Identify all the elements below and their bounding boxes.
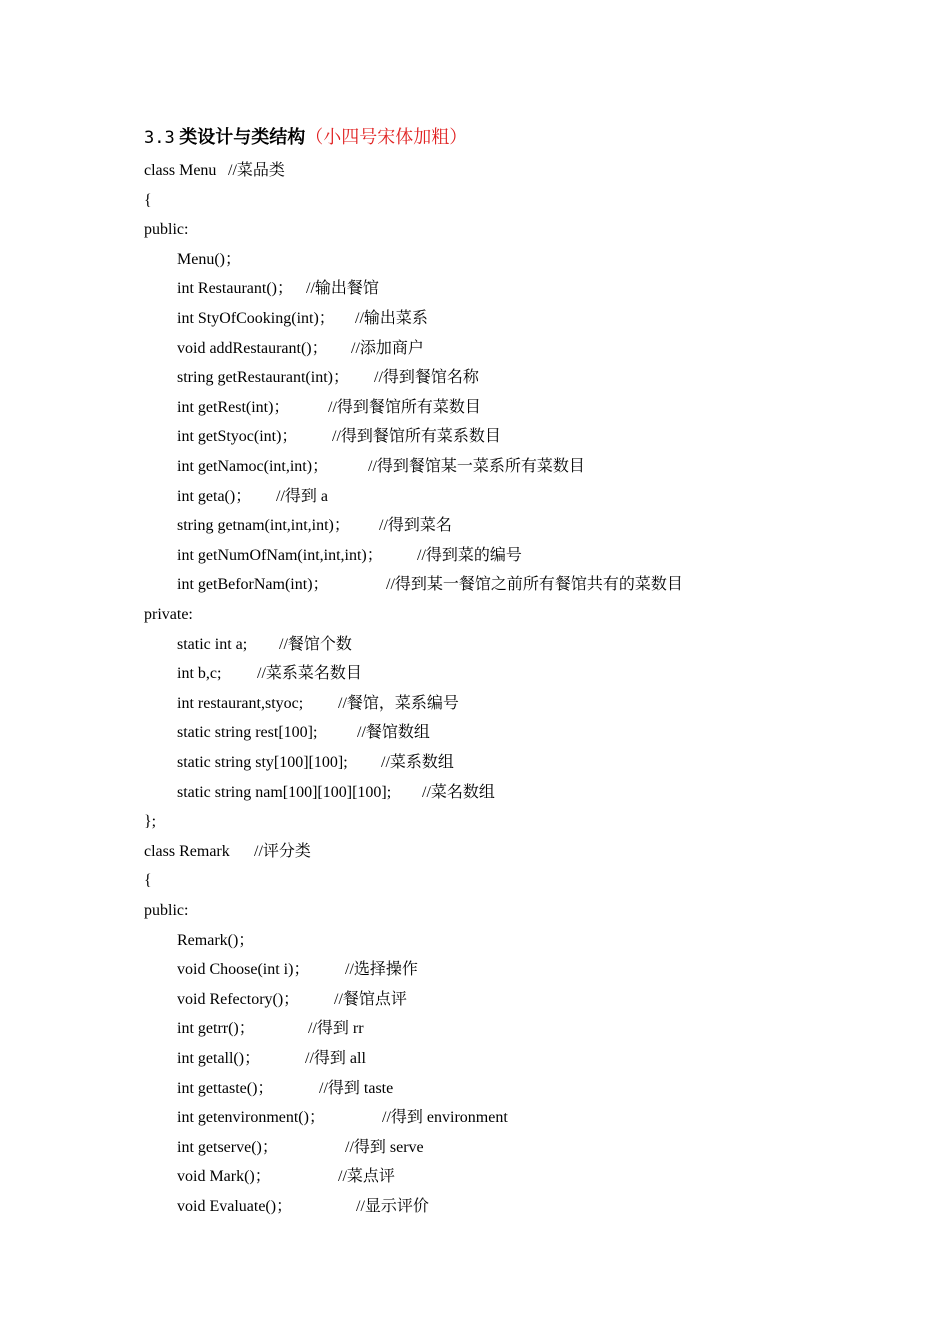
code-line <box>177 1048 366 1070</box>
code-line <box>177 367 479 389</box>
code-line <box>177 782 495 804</box>
code-text: int restaurant,styoc; <box>177 694 304 712</box>
code-line <box>177 308 428 330</box>
code-text: Menu()； <box>177 250 241 268</box>
code-line <box>177 545 522 567</box>
code-comment: //餐馆个数 <box>279 635 352 653</box>
code-comment: //输出菜系 <box>355 310 428 327</box>
code-line <box>177 486 328 508</box>
code-line <box>144 811 156 833</box>
code-comment: //得到 a <box>276 487 328 505</box>
code-text: class Menu <box>144 162 217 179</box>
code-line <box>177 397 481 419</box>
code-text: static string nam[100][100][100]; <box>177 783 392 801</box>
code-comment: //显示评价 <box>356 1198 429 1215</box>
code-text: void Refectory()； <box>177 990 300 1008</box>
code-text: int gettaste()； <box>177 1079 274 1097</box>
code-text: int getrr()； <box>177 1020 255 1038</box>
code-line <box>177 1078 394 1100</box>
code-text: int getall()； <box>177 1050 261 1067</box>
code-comment: //得到餐馆所有菜系数目 <box>332 428 501 446</box>
code-line <box>144 604 193 626</box>
code-text: int getserve()； <box>177 1138 278 1156</box>
code-text: int StyOfCooking(int)； <box>177 310 335 327</box>
code-comment: //得到 all <box>305 1050 366 1067</box>
code-text: int Restaurant()； <box>177 280 293 298</box>
code-text: { <box>144 872 152 890</box>
code-line <box>144 841 311 863</box>
code-comment: //得到 taste <box>319 1079 394 1097</box>
code-comment: //得到 environment <box>382 1109 508 1127</box>
code-comment: //菜名数组 <box>422 783 495 801</box>
code-text: int getNamoc(int,int)； <box>177 458 329 475</box>
code-line <box>144 190 152 212</box>
code-text: public: <box>144 902 189 919</box>
code-text: void Mark()； <box>177 1168 271 1186</box>
code-line <box>144 900 188 922</box>
code-line <box>177 722 430 744</box>
code-text: int geta()； <box>177 487 252 505</box>
code-line <box>177 338 424 360</box>
code-text: int getRest(int)； <box>177 398 290 416</box>
section-heading <box>144 124 467 151</box>
code-line <box>177 663 362 685</box>
code-line <box>177 456 585 478</box>
code-text: public: <box>144 221 189 239</box>
code-text: int getBeforNam(int)； <box>177 576 329 594</box>
code-comment: //得到餐馆名称 <box>374 369 479 387</box>
code-comment: //菜系菜名数目 <box>257 665 362 683</box>
code-line <box>177 278 379 300</box>
code-text: void Choose(int i)； <box>177 961 310 979</box>
code-text: string getRestaurant(int)； <box>177 369 349 387</box>
code-line <box>177 752 454 774</box>
code-comment: //添加商户 <box>351 339 424 357</box>
code-line <box>177 249 241 271</box>
code-line <box>177 989 407 1011</box>
code-text: int getenvironment()； <box>177 1109 325 1127</box>
code-line <box>177 634 352 656</box>
code-text: { <box>144 191 152 209</box>
code-comment: //餐馆，菜系编号 <box>338 694 459 712</box>
code-comment: //得到餐馆某一菜系所有菜数目 <box>368 458 585 475</box>
code-line <box>177 693 459 715</box>
code-text: Remark()； <box>177 931 255 949</box>
code-comment: //得到餐馆所有菜数目 <box>328 398 481 416</box>
code-comment: //得到 serve <box>345 1138 424 1156</box>
code-line <box>177 1018 364 1040</box>
code-text: void Evaluate()； <box>177 1198 293 1215</box>
code-line <box>177 574 683 596</box>
code-comment: //评分类 <box>254 842 311 860</box>
section-number: 3.3 <box>144 128 175 148</box>
code-text: }; <box>144 813 157 831</box>
section-title: 类设计与类结构 <box>179 127 306 147</box>
code-line <box>144 160 285 182</box>
code-text: private: <box>144 606 193 623</box>
code-line <box>177 930 254 952</box>
code-comment: //菜品类 <box>228 162 285 179</box>
code-comment: //餐馆点评 <box>334 990 407 1008</box>
code-line <box>177 1137 424 1159</box>
code-text: int b,c; <box>177 665 222 683</box>
code-comment: //得到菜名 <box>379 517 452 535</box>
code-comment: //输出餐馆 <box>306 280 379 298</box>
code-comment: //得到某一餐馆之前所有餐馆共有的菜数目 <box>386 576 683 594</box>
code-comment: //菜点评 <box>338 1168 395 1186</box>
section-note: （小四号宋体加粗） <box>305 127 468 147</box>
code-text: static string rest[100]; <box>177 724 318 742</box>
code-comment: //选择操作 <box>345 961 418 979</box>
code-line <box>177 959 418 981</box>
code-comment: //餐馆数组 <box>357 724 430 742</box>
code-text: static string sty[100][100]; <box>177 754 348 771</box>
code-comment: //得到 rr <box>308 1020 364 1038</box>
code-line <box>177 426 501 448</box>
code-text: int getNumOfNam(int,int,int)； <box>177 546 383 564</box>
code-line <box>177 1166 395 1188</box>
code-text: class Remark <box>144 842 230 860</box>
code-line <box>177 1107 508 1129</box>
code-line <box>177 1196 429 1218</box>
code-text: void addRestaurant()； <box>177 339 328 357</box>
code-text: string getnam(int,int,int)； <box>177 517 350 535</box>
code-line <box>144 870 152 892</box>
code-comment: //菜系数组 <box>381 754 454 771</box>
code-comment: //得到菜的编号 <box>417 546 522 564</box>
code-line <box>144 219 188 241</box>
code-line <box>177 515 452 537</box>
code-text: static int a; <box>177 635 248 653</box>
code-text: int getStyoc(int)； <box>177 428 298 446</box>
